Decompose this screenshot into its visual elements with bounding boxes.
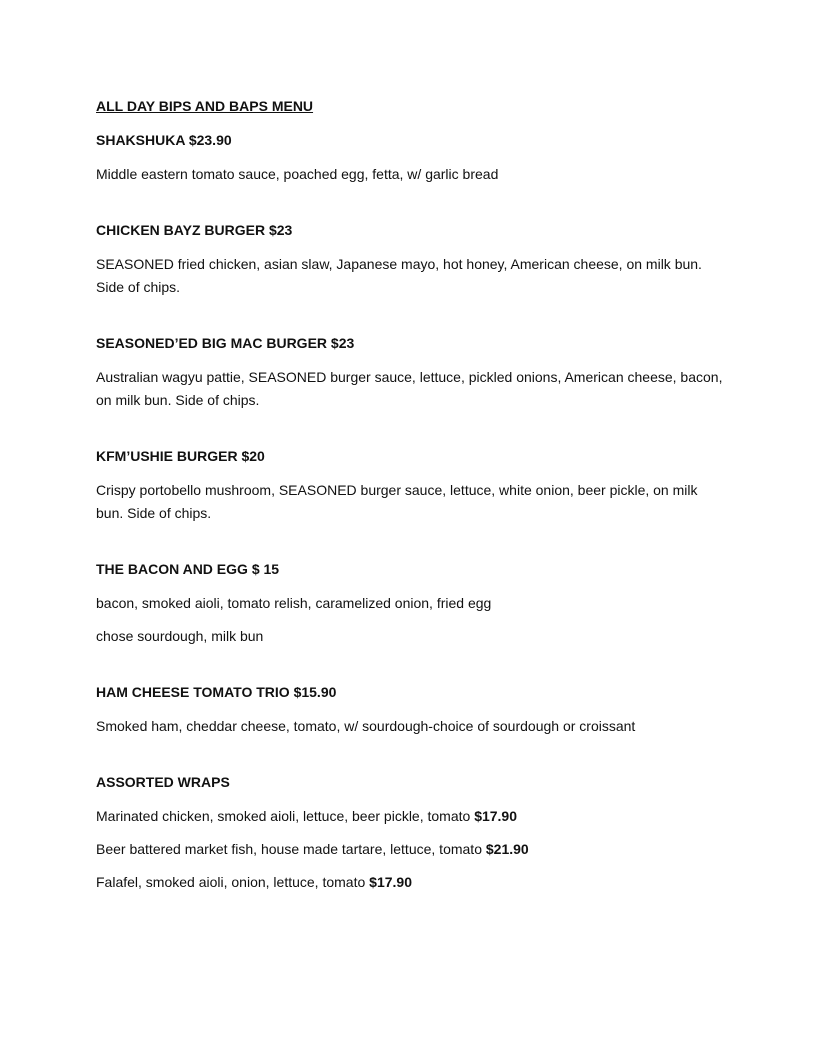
wrap-option-price: $17.90 [369,874,412,890]
item-title: CHICKEN BAYZ BURGER $23 [96,222,293,238]
item-title: SEASONED’ED BIG MAC BURGER $23 [96,335,355,351]
wrap-option-price: $17.90 [474,808,518,824]
item-description: Smoked ham, cheddar cheese, tomato, w/ sourdough-choice of sourdough or croissant [96,718,636,734]
item-description: Australian wagyu pattie, SEASONED burger sauce, lettuce, pickled onions, American cheese, bacon, on milk bun. Side of chips. [96,369,723,408]
menu-item-assorted-wraps [96,772,728,894]
item-bread-choice: chose sourdough, milk bun [96,628,264,644]
item-title: HAM CHEESE TOMATO TRIO $15.90 [96,684,337,700]
wrap-option-text: Beer battered market fish, house made tartare, lettuce, tomato [96,841,486,857]
menu-document [96,96,728,928]
menu-item-chicken-bayz-burger [96,220,728,299]
item-description: bacon, smoked aioli, tomato relish, caramelized onion, fried egg [96,595,492,611]
wrap-option-text: Falafel, smoked aioli, onion, lettuce, tomato [96,874,370,890]
item-title: THE BACON AND EGG $ 15 [96,561,280,577]
item-title: KFM’USHIE BURGER $20 [96,448,265,464]
menu-item-kfmushie-burger [96,446,728,525]
wrap-option-text: Marinated chicken, smoked aioli, lettuce, beer pickle, tomato [96,808,475,824]
wrap-option [96,838,728,861]
item-title: SHAKSHUKA $23.90 [96,132,232,148]
menu-item-big-mac-burger [96,333,728,412]
wrap-option [96,805,728,828]
wrap-option [96,871,728,894]
menu-item-ham-cheese-tomato-trio [96,682,728,738]
menu-item-bacon-and-egg [96,559,728,648]
item-description: SEASONED fried chicken, asian slaw, Japanese mayo, hot honey, American cheese, on milk bun. Side of chips. [96,256,702,295]
item-description: Middle eastern tomato sauce, poached egg, fetta, w/ garlic bread [96,166,499,182]
item-description: Crispy portobello mushroom, SEASONED burger sauce, lettuce, white onion, beer pickle, on milk bun. Side of chips. [96,482,698,521]
menu-title: ALL DAY BIPS AND BAPS MENU [96,98,314,114]
wrap-option-price: $21.90 [485,841,529,857]
menu-item-shakshuka [96,130,728,186]
item-title: ASSORTED WRAPS [96,774,230,790]
